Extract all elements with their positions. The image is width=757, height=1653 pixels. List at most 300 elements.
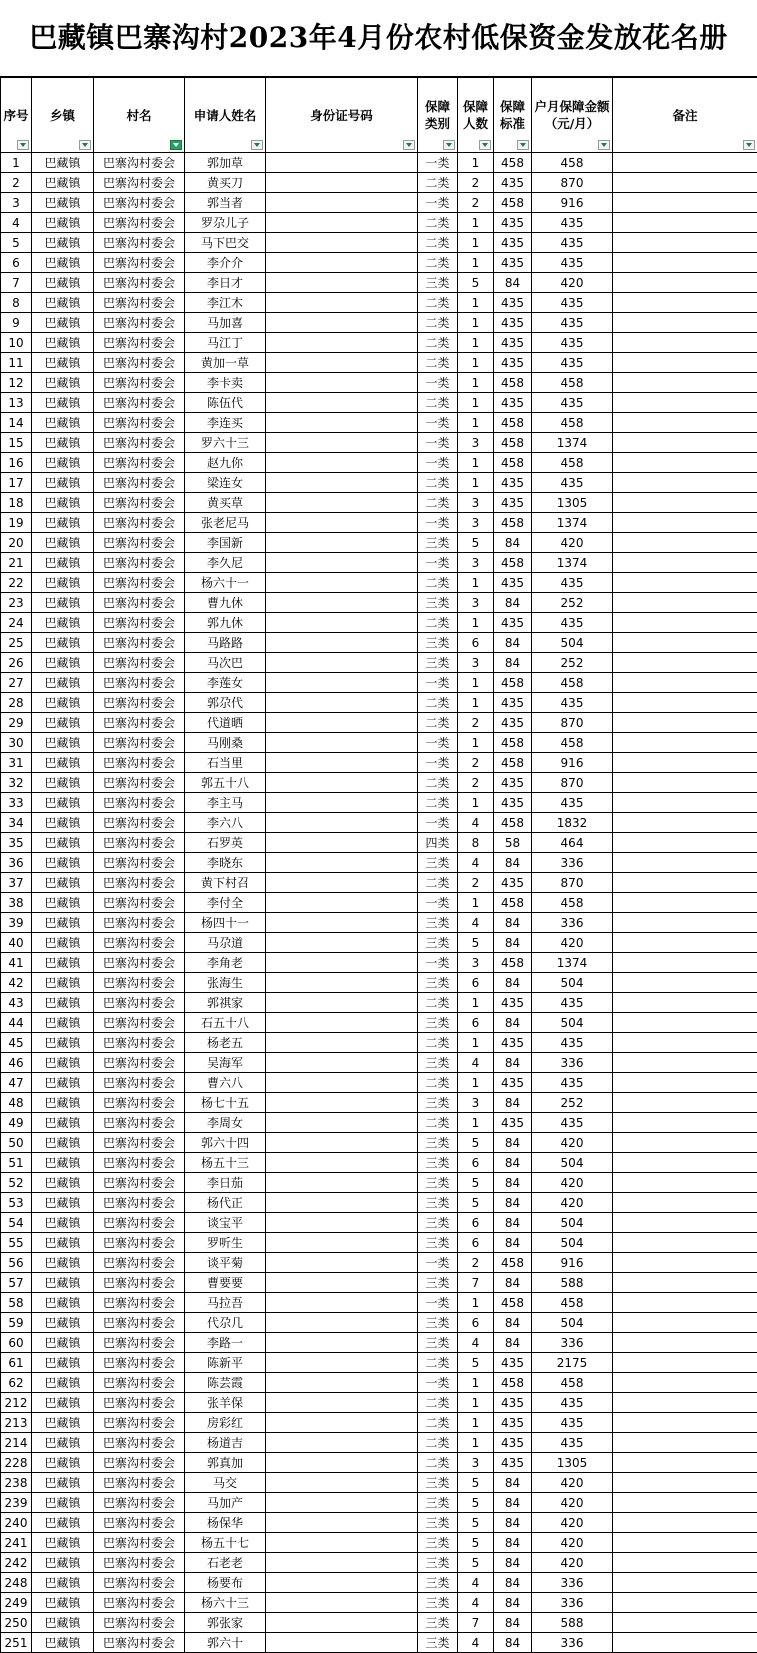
amount-cell: 458 <box>532 373 613 393</box>
persons-cell: 1 <box>458 333 494 353</box>
persons-cell: 3 <box>458 433 494 453</box>
seq-cell: 47 <box>1 1073 32 1093</box>
persons-cell: 3 <box>458 953 494 973</box>
township-cell: 巴藏镇 <box>32 1433 94 1453</box>
persons-cell: 4 <box>458 813 494 833</box>
village-cell: 巴寨沟村委会 <box>94 673 185 693</box>
idcard-cell <box>266 393 418 413</box>
idcard-cell <box>266 673 418 693</box>
category-cell: 二类 <box>418 873 458 893</box>
filter-dropdown-icon[interactable] <box>517 140 529 150</box>
standard-cell: 458 <box>494 433 532 453</box>
applicant-name-cell: 马尕道 <box>185 933 266 953</box>
persons-cell: 2 <box>458 753 494 773</box>
remarks-cell <box>613 933 757 953</box>
category-cell: 三类 <box>418 533 458 553</box>
amount-cell: 458 <box>532 413 613 433</box>
village-cell: 巴寨沟村委会 <box>94 233 185 253</box>
applicant-name-cell: 李路一 <box>185 1333 266 1353</box>
remarks-cell <box>613 853 757 873</box>
township-cell: 巴藏镇 <box>32 1533 94 1553</box>
seq-cell: 16 <box>1 453 32 473</box>
township-cell: 巴藏镇 <box>32 933 94 953</box>
standard-cell: 84 <box>494 1193 532 1213</box>
standard-cell: 458 <box>494 753 532 773</box>
amount-cell: 336 <box>532 1333 613 1353</box>
township-cell: 巴藏镇 <box>32 1373 94 1393</box>
remarks-cell <box>613 513 757 533</box>
seq-cell: 23 <box>1 593 32 613</box>
amount-cell: 420 <box>532 1493 613 1513</box>
township-cell: 巴藏镇 <box>32 773 94 793</box>
township-cell: 巴藏镇 <box>32 613 94 633</box>
seq-cell: 248 <box>1 1573 32 1593</box>
idcard-cell <box>266 953 418 973</box>
remarks-cell <box>613 1453 757 1473</box>
township-cell: 巴藏镇 <box>32 353 94 373</box>
persons-cell: 1 <box>458 233 494 253</box>
applicant-name-cell: 赵九你 <box>185 453 266 473</box>
standard-cell: 435 <box>494 1453 532 1473</box>
township-cell: 巴藏镇 <box>32 1153 94 1173</box>
seq-cell: 212 <box>1 1393 32 1413</box>
idcard-cell <box>266 653 418 673</box>
filter-dropdown-icon[interactable] <box>479 140 491 150</box>
township-cell: 巴藏镇 <box>32 1613 94 1633</box>
standard-cell: 84 <box>494 913 532 933</box>
table-row <box>1 1073 757 1093</box>
seq-cell: 53 <box>1 1193 32 1213</box>
seq-cell: 26 <box>1 653 32 673</box>
column-header-label: 保障类别 <box>418 98 457 132</box>
persons-cell: 3 <box>458 553 494 573</box>
standard-cell: 84 <box>494 1313 532 1333</box>
idcard-cell <box>266 1213 418 1233</box>
applicant-name-cell: 郭祺家 <box>185 993 266 1013</box>
table-row <box>1 733 757 753</box>
standard-cell: 435 <box>494 333 532 353</box>
seq-cell: 4 <box>1 213 32 233</box>
persons-cell: 6 <box>458 1313 494 1333</box>
filter-dropdown-icon[interactable] <box>79 140 91 150</box>
column-header-label: 保障人数 <box>458 98 493 132</box>
category-cell: 三类 <box>418 1553 458 1573</box>
standard-cell: 458 <box>494 733 532 753</box>
persons-cell: 4 <box>458 1633 494 1653</box>
filter-dropdown-icon[interactable] <box>598 140 610 150</box>
village-cell: 巴寨沟村委会 <box>94 193 185 213</box>
idcard-cell <box>266 193 418 213</box>
category-cell: 一类 <box>418 373 458 393</box>
table-row <box>1 1133 757 1153</box>
applicant-name-cell: 石五十八 <box>185 1013 266 1033</box>
category-cell: 三类 <box>418 973 458 993</box>
category-cell: 一类 <box>418 733 458 753</box>
applicant-name-cell: 石罗英 <box>185 833 266 853</box>
township-cell: 巴藏镇 <box>32 1093 94 1113</box>
amount-cell: 458 <box>532 893 613 913</box>
column-header-label: 村名 <box>94 107 184 124</box>
seq-cell: 12 <box>1 373 32 393</box>
amount-cell: 336 <box>532 1573 613 1593</box>
seq-cell: 13 <box>1 393 32 413</box>
table-row <box>1 1033 757 1053</box>
persons-cell: 6 <box>458 1013 494 1033</box>
applicant-name-cell: 石当里 <box>185 753 266 773</box>
category-cell: 一类 <box>418 413 458 433</box>
persons-cell: 1 <box>458 393 494 413</box>
standard-cell: 84 <box>494 1513 532 1533</box>
village-cell: 巴寨沟村委会 <box>94 1073 185 1093</box>
idcard-cell <box>266 1373 418 1393</box>
remarks-cell <box>613 233 757 253</box>
remarks-cell <box>613 153 757 173</box>
category-cell: 二类 <box>418 993 458 1013</box>
amount-cell: 420 <box>532 1533 613 1553</box>
category-cell: 二类 <box>418 393 458 413</box>
applicant-name-cell: 罗尕儿子 <box>185 213 266 233</box>
persons-cell: 1 <box>458 793 494 813</box>
seq-cell: 251 <box>1 1633 32 1653</box>
seq-cell: 54 <box>1 1213 32 1233</box>
category-cell: 三类 <box>418 1513 458 1533</box>
standard-cell: 435 <box>494 1353 532 1373</box>
table-row <box>1 313 757 333</box>
amount-cell: 435 <box>532 1393 613 1413</box>
seq-cell: 33 <box>1 793 32 813</box>
amount-cell: 336 <box>532 853 613 873</box>
filter-dropdown-icon[interactable] <box>743 140 755 150</box>
seq-cell: 22 <box>1 573 32 593</box>
category-cell: 一类 <box>418 813 458 833</box>
applicant-name-cell: 李连买 <box>185 413 266 433</box>
remarks-cell <box>613 1393 757 1413</box>
seq-cell: 57 <box>1 1273 32 1293</box>
idcard-cell <box>266 1573 418 1593</box>
township-cell: 巴藏镇 <box>32 873 94 893</box>
seq-cell: 56 <box>1 1253 32 1273</box>
remarks-cell <box>613 1573 757 1593</box>
seq-cell: 61 <box>1 1353 32 1373</box>
category-cell: 二类 <box>418 1353 458 1373</box>
table-row <box>1 793 757 813</box>
idcard-cell <box>266 1353 418 1373</box>
seq-cell: 239 <box>1 1493 32 1513</box>
applicant-name-cell: 张羊保 <box>185 1393 266 1413</box>
standard-cell: 435 <box>494 1433 532 1453</box>
remarks-cell <box>613 673 757 693</box>
applicant-name-cell: 李卡卖 <box>185 373 266 393</box>
column-header-label: 乡镇 <box>32 107 93 124</box>
remarks-cell <box>613 1473 757 1493</box>
remarks-cell <box>613 1073 757 1093</box>
remarks-cell <box>613 213 757 233</box>
idcard-cell <box>266 493 418 513</box>
amount-cell: 252 <box>532 1093 613 1113</box>
category-cell: 三类 <box>418 1133 458 1153</box>
amount-cell: 504 <box>532 1313 613 1333</box>
persons-cell: 6 <box>458 1233 494 1253</box>
col-idcard-header <box>266 78 418 153</box>
township-cell: 巴藏镇 <box>32 793 94 813</box>
persons-cell: 8 <box>458 833 494 853</box>
table-row <box>1 613 757 633</box>
applicant-name-cell: 陈新平 <box>185 1353 266 1373</box>
standard-cell: 458 <box>494 1373 532 1393</box>
idcard-cell <box>266 1393 418 1413</box>
applicant-name-cell: 李周女 <box>185 1113 266 1133</box>
standard-cell: 458 <box>494 153 532 173</box>
seq-cell: 49 <box>1 1113 32 1133</box>
standard-cell: 458 <box>494 893 532 913</box>
amount-cell: 504 <box>532 973 613 993</box>
table-row <box>1 1093 757 1113</box>
amount-cell: 435 <box>532 1113 613 1133</box>
filter-active-icon[interactable] <box>170 140 182 150</box>
persons-cell: 6 <box>458 1153 494 1173</box>
idcard-cell <box>266 593 418 613</box>
category-cell: 三类 <box>418 633 458 653</box>
village-cell: 巴寨沟村委会 <box>94 493 185 513</box>
village-cell: 巴寨沟村委会 <box>94 993 185 1013</box>
category-cell: 二类 <box>418 713 458 733</box>
category-cell: 四类 <box>418 833 458 853</box>
amount-cell: 435 <box>532 693 613 713</box>
applicant-name-cell: 吴海军 <box>185 1053 266 1073</box>
village-cell: 巴寨沟村委会 <box>94 633 185 653</box>
township-cell: 巴藏镇 <box>32 1333 94 1353</box>
village-cell: 巴寨沟村委会 <box>94 1053 185 1073</box>
standard-cell: 84 <box>494 653 532 673</box>
township-cell: 巴藏镇 <box>32 293 94 313</box>
township-cell: 巴藏镇 <box>32 993 94 1013</box>
applicant-name-cell: 马加产 <box>185 1493 266 1513</box>
category-cell: 三类 <box>418 1173 458 1193</box>
remarks-cell <box>613 573 757 593</box>
column-header-label: 身份证号码 <box>266 107 417 124</box>
amount-cell: 420 <box>532 273 613 293</box>
amount-cell: 588 <box>532 1613 613 1633</box>
applicant-name-cell: 李角老 <box>185 953 266 973</box>
amount-cell: 435 <box>532 233 613 253</box>
village-cell: 巴寨沟村委会 <box>94 273 185 293</box>
persons-cell: 4 <box>458 1053 494 1073</box>
category-cell: 三类 <box>418 853 458 873</box>
table-row <box>1 1253 757 1273</box>
remarks-cell <box>613 373 757 393</box>
filter-dropdown-icon[interactable] <box>251 140 263 150</box>
seq-cell: 55 <box>1 1233 32 1253</box>
idcard-cell <box>266 633 418 653</box>
applicant-name-cell: 张老尼马 <box>185 513 266 533</box>
table-row <box>1 1333 757 1353</box>
remarks-cell <box>613 893 757 913</box>
village-cell: 巴寨沟村委会 <box>94 1313 185 1333</box>
amount-cell: 420 <box>532 1133 613 1153</box>
column-header-label: 保障标准 <box>494 98 531 132</box>
idcard-cell <box>266 1593 418 1613</box>
applicant-name-cell: 石老老 <box>185 1553 266 1573</box>
applicant-name-cell: 马次巴 <box>185 653 266 673</box>
village-cell: 巴寨沟村委会 <box>94 373 185 393</box>
idcard-cell <box>266 1313 418 1333</box>
seq-cell: 43 <box>1 993 32 1013</box>
remarks-cell <box>613 613 757 633</box>
township-cell: 巴藏镇 <box>32 193 94 213</box>
village-cell: 巴寨沟村委会 <box>94 473 185 493</box>
category-cell: 二类 <box>418 253 458 273</box>
amount-cell: 435 <box>532 1073 613 1093</box>
table-row <box>1 1353 757 1373</box>
village-cell: 巴寨沟村委会 <box>94 533 185 553</box>
township-cell: 巴藏镇 <box>32 1013 94 1033</box>
standard-cell: 435 <box>494 293 532 313</box>
remarks-cell <box>613 333 757 353</box>
table-row <box>1 1313 757 1333</box>
village-cell: 巴寨沟村委会 <box>94 293 185 313</box>
village-cell: 巴寨沟村委会 <box>94 853 185 873</box>
village-cell: 巴寨沟村委会 <box>94 973 185 993</box>
applicant-name-cell: 李付全 <box>185 893 266 913</box>
col-amount-header <box>532 78 613 153</box>
remarks-cell <box>613 453 757 473</box>
table-row <box>1 413 757 433</box>
applicant-name-cell: 李莲女 <box>185 673 266 693</box>
category-cell: 三类 <box>418 1213 458 1233</box>
idcard-cell <box>266 573 418 593</box>
remarks-cell <box>613 1553 757 1573</box>
township-cell: 巴藏镇 <box>32 833 94 853</box>
seq-cell: 24 <box>1 613 32 633</box>
category-cell: 一类 <box>418 953 458 973</box>
remarks-cell <box>613 653 757 673</box>
amount-cell: 420 <box>532 1473 613 1493</box>
persons-cell: 1 <box>458 993 494 1013</box>
township-cell: 巴藏镇 <box>32 333 94 353</box>
category-cell: 二类 <box>418 1453 458 1473</box>
township-cell: 巴藏镇 <box>32 593 94 613</box>
table-row <box>1 1153 757 1173</box>
seq-cell: 3 <box>1 193 32 213</box>
category-cell: 二类 <box>418 1033 458 1053</box>
applicant-name-cell: 郭当者 <box>185 193 266 213</box>
persons-cell: 4 <box>458 913 494 933</box>
seq-cell: 2 <box>1 173 32 193</box>
persons-cell: 3 <box>458 513 494 533</box>
idcard-cell <box>266 1113 418 1133</box>
remarks-cell <box>613 473 757 493</box>
table-row <box>1 1293 757 1313</box>
village-cell: 巴寨沟村委会 <box>94 1413 185 1433</box>
idcard-cell <box>266 413 418 433</box>
applicant-name-cell: 张海生 <box>185 973 266 993</box>
amount-cell: 336 <box>532 1053 613 1073</box>
standard-cell: 458 <box>494 513 532 533</box>
table-row <box>1 153 757 173</box>
table-row <box>1 393 757 413</box>
amount-cell: 1374 <box>532 513 613 533</box>
seq-cell: 250 <box>1 1613 32 1633</box>
township-cell: 巴藏镇 <box>32 633 94 653</box>
idcard-cell <box>266 993 418 1013</box>
persons-cell: 1 <box>458 693 494 713</box>
idcard-cell <box>266 373 418 393</box>
idcard-cell <box>266 1133 418 1153</box>
amount-cell: 435 <box>532 473 613 493</box>
category-cell: 一类 <box>418 673 458 693</box>
table-row <box>1 433 757 453</box>
township-cell: 巴藏镇 <box>32 533 94 553</box>
seq-cell: 240 <box>1 1513 32 1533</box>
persons-cell: 7 <box>458 1613 494 1633</box>
table-row <box>1 1573 757 1593</box>
village-cell: 巴寨沟村委会 <box>94 893 185 913</box>
seq-cell: 42 <box>1 973 32 993</box>
village-cell: 巴寨沟村委会 <box>94 1553 185 1573</box>
standard-cell: 84 <box>494 1173 532 1193</box>
category-cell: 三类 <box>418 1313 458 1333</box>
applicant-name-cell: 杨老五 <box>185 1033 266 1053</box>
idcard-cell <box>266 513 418 533</box>
remarks-cell <box>613 913 757 933</box>
township-cell: 巴藏镇 <box>32 713 94 733</box>
standard-cell: 84 <box>494 1573 532 1593</box>
idcard-cell <box>266 253 418 273</box>
standard-cell: 458 <box>494 953 532 973</box>
township-cell: 巴藏镇 <box>32 1133 94 1153</box>
persons-cell: 1 <box>458 1073 494 1093</box>
idcard-cell <box>266 233 418 253</box>
remarks-cell <box>613 873 757 893</box>
township-cell: 巴藏镇 <box>32 1113 94 1133</box>
village-cell: 巴寨沟村委会 <box>94 773 185 793</box>
filter-dropdown-icon[interactable] <box>443 140 455 150</box>
remarks-cell <box>613 1093 757 1113</box>
seq-cell: 41 <box>1 953 32 973</box>
township-cell: 巴藏镇 <box>32 693 94 713</box>
township-cell: 巴藏镇 <box>32 393 94 413</box>
remarks-cell <box>613 713 757 733</box>
village-cell: 巴寨沟村委会 <box>94 653 185 673</box>
persons-cell: 4 <box>458 1333 494 1353</box>
table-row <box>1 713 757 733</box>
township-cell: 巴藏镇 <box>32 1193 94 1213</box>
applicant-name-cell: 郭九休 <box>185 613 266 633</box>
village-cell: 巴寨沟村委会 <box>94 1473 185 1493</box>
filter-dropdown-icon[interactable] <box>17 140 29 150</box>
persons-cell: 1 <box>458 1373 494 1393</box>
category-cell: 二类 <box>418 573 458 593</box>
amount-cell: 458 <box>532 733 613 753</box>
persons-cell: 1 <box>458 1113 494 1133</box>
idcard-cell <box>266 973 418 993</box>
remarks-cell <box>613 273 757 293</box>
applicant-name-cell: 曹九休 <box>185 593 266 613</box>
amount-cell: 916 <box>532 753 613 773</box>
remarks-cell <box>613 733 757 753</box>
standard-cell: 84 <box>494 1233 532 1253</box>
applicant-name-cell: 郭真加 <box>185 1453 266 1473</box>
category-cell: 三类 <box>418 1533 458 1553</box>
applicant-name-cell: 马拉吾 <box>185 1293 266 1313</box>
filter-dropdown-icon[interactable] <box>403 140 415 150</box>
township-cell: 巴藏镇 <box>32 553 94 573</box>
remarks-cell <box>613 1213 757 1233</box>
village-cell: 巴寨沟村委会 <box>94 1373 185 1393</box>
seq-cell: 9 <box>1 313 32 333</box>
amount-cell: 435 <box>532 393 613 413</box>
category-cell: 三类 <box>418 1493 458 1513</box>
